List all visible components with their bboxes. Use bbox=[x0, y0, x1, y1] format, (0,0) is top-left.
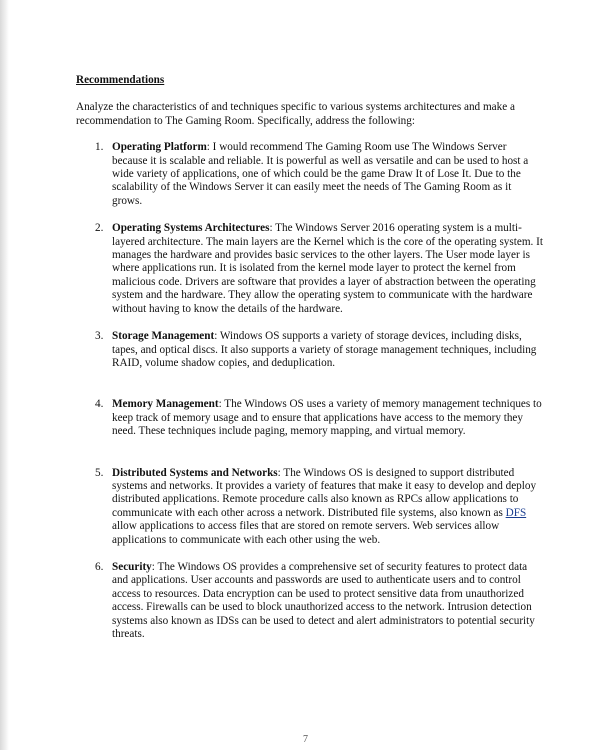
item-term: Storage Management bbox=[112, 330, 215, 343]
list-item-operating-platform bbox=[76, 141, 544, 208]
item-text: : The Windows OS provides a comprehensive set of security features to protect data and applications. User accounts and passwords are used to authenticate users and to control access to resources. Data encryption can be used to protect sensitive data from unauthorized access. Firewalls can be used to block unauthorized access to the network. Intrusion detection systems also known as IDSs can be used to detect and alert administrators to potential security threats. bbox=[112, 560, 535, 640]
list-item-security bbox=[76, 561, 544, 641]
item-text: : The Windows Server 2016 operating system is a multi-layered architecture. The main layers are the Kernel which is the core of the operating system. It manages the hardware and provides basic services to the other layers. The User mode layer is where applications run. It is isolated from the kernel mode layer to protect the kernel from malicious code. Drivers are software that provides a layer of abstraction between the operating system and the hardware. They allow the operating system to communicate with the hardware without having to know the details of the hardware. bbox=[112, 222, 543, 315]
item-term: Operating Platform bbox=[112, 141, 207, 154]
item-term: Memory Management bbox=[112, 398, 219, 411]
recommendations-list bbox=[76, 141, 544, 641]
list-number: 5. bbox=[95, 466, 104, 479]
list-number: 6. bbox=[95, 560, 104, 573]
intro-paragraph: Analyze the characteristics of and techniques specific to various systems architectures and make a recommendation to The Gaming Room. Specifically, address the following: bbox=[76, 101, 515, 127]
list-item-storage-management bbox=[76, 330, 544, 370]
item-term: Distributed Systems and Networks bbox=[112, 466, 278, 479]
item-text: : The Windows OS uses a variety of memory management techniques to keep track of memory usage and to ensure that applications have access to the memory they need. These techniques include paging, memory mapping, and virtual memory. bbox=[112, 398, 542, 438]
list-number: 1. bbox=[95, 141, 104, 154]
dfs-link[interactable]: DFS bbox=[505, 506, 527, 519]
item-text: : Windows OS supports a variety of storage devices, including disks, tapes, and optical discs. It also supports a variety of storage management techniques, including RAID, volume shadow copies, and deduplication. bbox=[112, 330, 537, 369]
list-number: 4. bbox=[95, 398, 104, 411]
list-item-os-architectures bbox=[76, 222, 544, 316]
item-text: : I would recommend The Gaming Room use The Windows Server because it is scalable and reliable. It is powerful as well as versatile and can be used to host a wide variety of applications, one of which could be the game Draw It of Lose It. Due to the scalability of the Windows Server it can easily meet the needs of The Gaming Room as it grows. bbox=[112, 141, 529, 207]
item-text-after: allow applications to access files that are stored on remote servers. Web services allow applications to communicate with each other using the web. bbox=[112, 520, 500, 546]
section-heading: Recommendations bbox=[76, 74, 165, 86]
item-term: Operating Systems Architectures bbox=[112, 222, 270, 235]
page-edge-shadow bbox=[0, 0, 9, 750]
list-item-memory-management bbox=[76, 398, 544, 438]
page-content bbox=[76, 74, 544, 641]
page-number: 7 bbox=[303, 734, 308, 745]
item-text-before: : The Windows OS is designed to support distributed systems and networks. It provides a variety of features that make it easy to develop and deploy distributed applications. Remote procedure calls also known as RPCs allow applications to communicate with each other across a network. Distributed file systems, also known as bbox=[112, 466, 537, 519]
item-term: Security bbox=[112, 560, 152, 573]
list-item-distributed-systems bbox=[76, 467, 544, 547]
list-number: 2. bbox=[95, 222, 104, 235]
list-number: 3. bbox=[95, 330, 104, 343]
